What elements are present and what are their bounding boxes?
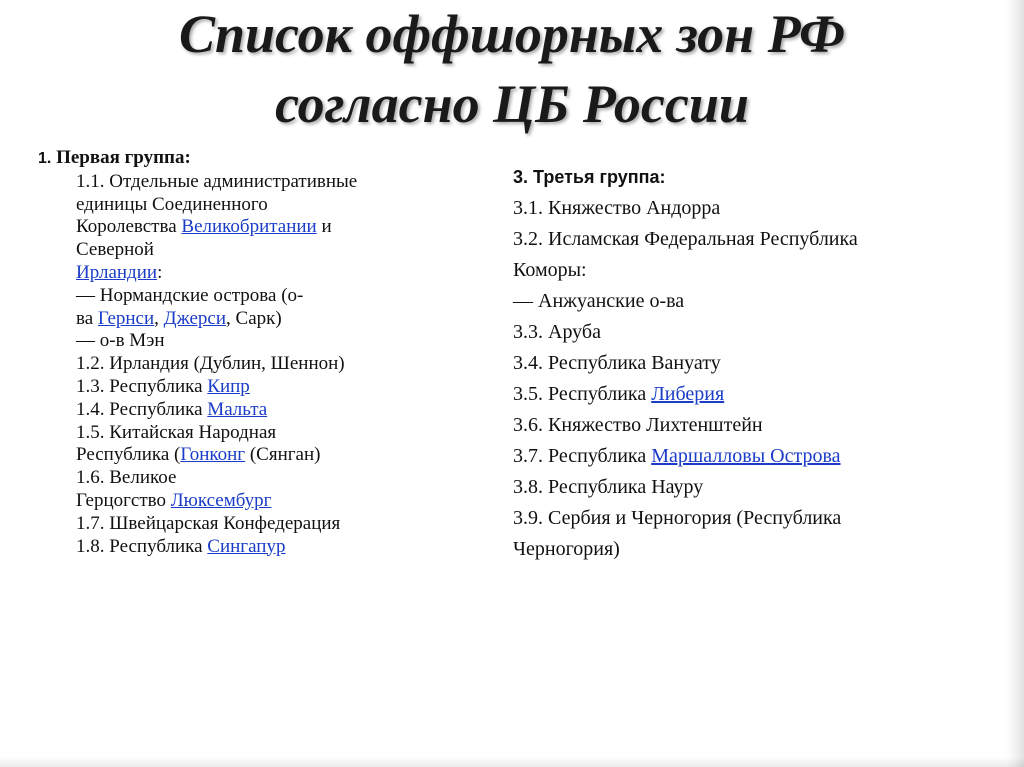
list-item-text: 1.8. Республика — [76, 535, 208, 557]
list-item-text: 1.2. Ирландия (Дублин, Шеннон) — [76, 353, 345, 375]
list-item-text: : — [157, 261, 163, 283]
list-item — [513, 255, 983, 286]
list-item-text: 3.8. Республика Науру — [513, 476, 704, 498]
list-item — [513, 193, 983, 224]
list-item — [513, 224, 983, 255]
country-link[interactable]: Либерия — [651, 383, 725, 405]
list-item — [38, 399, 478, 422]
list-item-text: 1.3. Республика — [76, 375, 208, 397]
country-link[interactable]: Мальта — [207, 398, 268, 420]
list-item-text: Коморы: — [513, 259, 587, 281]
list-item — [38, 308, 478, 331]
list-item — [38, 171, 478, 194]
country-link[interactable]: Гонконг — [180, 444, 246, 466]
country-link[interactable]: Гернси — [97, 307, 155, 329]
list-item — [513, 534, 983, 565]
country-link[interactable]: Сингапур — [207, 535, 286, 557]
list-item-text: 3.1. Княжество Андорра — [513, 197, 721, 219]
slide-title-line-1: Список оффшорных зон РФ — [178, 4, 846, 64]
list-item-text: 3.2. Исламская Федеральная Республика — [513, 228, 858, 250]
list-item-text: — о-в Мэн — [76, 330, 165, 352]
first-group-heading — [38, 147, 478, 171]
third-group-list — [513, 193, 983, 565]
list-item-text: Королевства — [76, 216, 182, 238]
list-item — [38, 513, 478, 536]
list-item — [38, 376, 478, 399]
list-item-text: , Сарк) — [226, 307, 282, 329]
list-item — [513, 410, 983, 441]
slide-title — [0, 0, 1024, 136]
list-item-text: Республика ( — [76, 444, 181, 466]
list-item — [38, 194, 478, 217]
third-group-column — [513, 162, 983, 565]
slide-edge-shadow-bottom — [0, 757, 1024, 767]
list-item-text: 3.6. Княжество Лихтенштейн — [513, 414, 763, 436]
list-item — [38, 216, 478, 239]
list-item-text: и — [316, 216, 332, 238]
list-item — [38, 490, 478, 513]
list-item-text: 3.3. Аруба — [513, 321, 601, 343]
list-item-text: — Нормандские острова (о- — [76, 284, 304, 306]
list-item-text: — Анжуанские о-ва — [513, 290, 685, 312]
list-item — [38, 330, 478, 353]
list-item-text: 3.4. Республика Вануату — [513, 352, 721, 374]
list-item-text: 1.6. Великое — [76, 467, 177, 489]
list-item — [513, 379, 983, 410]
country-link[interactable]: Маршалловы Острова — [651, 445, 841, 467]
list-item-text: 3.9. Сербия и Черногория (Республика — [513, 507, 842, 529]
list-item — [38, 353, 478, 376]
list-item-text: единицы Соединенного — [76, 193, 268, 215]
country-link[interactable]: Ирландии — [76, 261, 158, 283]
list-item-text: Северной — [76, 239, 154, 261]
list-item-text: Черногория) — [513, 538, 620, 560]
list-item-text: ва — [76, 307, 98, 329]
first-group-number: 1. — [38, 150, 52, 167]
slide-title-line-2: согласно ЦБ России — [275, 74, 749, 134]
country-link[interactable]: Кипр — [207, 375, 250, 397]
list-item-text: 1.5. Китайская Народная — [76, 421, 277, 443]
first-group-title: Первая группа: — [56, 147, 191, 168]
country-link[interactable]: Люксембург — [170, 489, 272, 511]
list-item — [38, 422, 478, 445]
first-group-list — [38, 171, 478, 559]
list-item-text: 1.7. Швейцарская Конфедерация — [76, 512, 341, 534]
list-item — [513, 441, 983, 472]
list-item-text: 3.7. Республика — [513, 445, 652, 467]
third-group-heading: 3. Третья группа: — [513, 167, 666, 187]
list-item — [513, 472, 983, 503]
list-item — [38, 239, 478, 262]
list-item-text: 3.5. Республика — [513, 383, 652, 405]
list-item-text: (Сянган) — [245, 444, 321, 466]
list-item — [513, 286, 983, 317]
list-item — [513, 348, 983, 379]
list-item — [38, 262, 478, 285]
list-item — [513, 317, 983, 348]
list-item — [513, 503, 983, 534]
list-item-text: Герцогство — [76, 489, 171, 511]
first-group-column — [38, 147, 478, 558]
list-item — [38, 467, 478, 490]
list-item — [38, 536, 478, 559]
list-item-text: 1.1. Отдельные административные — [76, 170, 358, 192]
country-link[interactable]: Великобритании — [181, 216, 317, 238]
list-item-text: 1.4. Республика — [76, 398, 208, 420]
country-link[interactable]: Джерси — [163, 307, 227, 329]
list-item — [38, 285, 478, 308]
list-item-text: , — [154, 307, 164, 329]
list-item — [38, 444, 478, 467]
